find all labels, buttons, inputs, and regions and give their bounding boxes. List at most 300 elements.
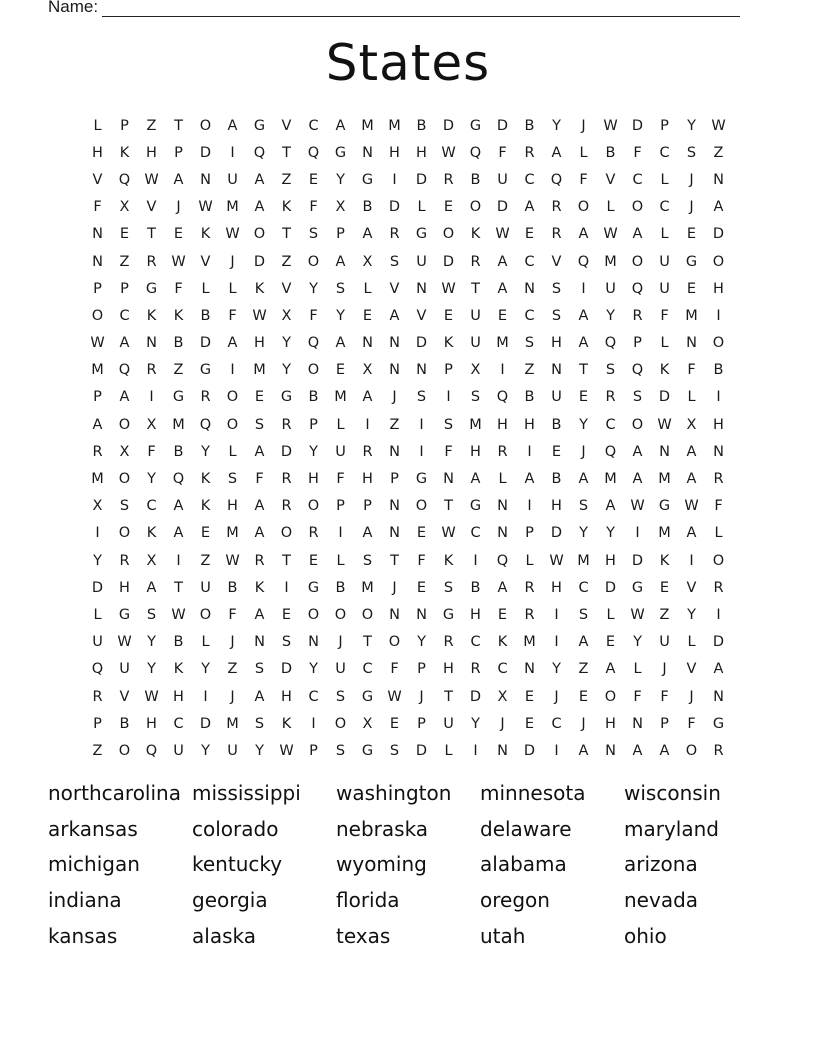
grid-letter: I bbox=[311, 715, 316, 732]
grid-letter: Y bbox=[552, 117, 561, 134]
grid-letter: L bbox=[660, 226, 669, 243]
grid-letter: A bbox=[713, 661, 724, 678]
grid-letter: X bbox=[686, 416, 697, 433]
grid-letter: J bbox=[392, 579, 397, 596]
grid-letter: Y bbox=[147, 634, 156, 651]
grid-letter: A bbox=[632, 471, 643, 488]
grid-letter: O bbox=[199, 117, 212, 134]
grid-letter: L bbox=[228, 443, 237, 460]
grid-letter: W bbox=[684, 498, 699, 515]
grid-letter: S bbox=[551, 307, 562, 324]
grid-letter: K bbox=[497, 634, 508, 651]
grid-letter: A bbox=[578, 226, 589, 243]
grid-letter: L bbox=[579, 144, 588, 161]
grid-letter: N bbox=[551, 362, 562, 379]
word-bank-item: wisconsin bbox=[624, 781, 721, 805]
grid-letter: N bbox=[389, 606, 400, 623]
grid-letter: Q bbox=[91, 661, 104, 678]
grid-letter: U bbox=[659, 253, 670, 270]
grid-row bbox=[84, 166, 732, 193]
grid-letter: N bbox=[146, 335, 157, 352]
grid-letter: T bbox=[147, 226, 156, 243]
grid-letter: K bbox=[119, 144, 130, 161]
grid-letter: N bbox=[524, 661, 535, 678]
grid-letter: A bbox=[578, 335, 589, 352]
grid-letter: I bbox=[446, 389, 451, 406]
grid-letter: F bbox=[714, 498, 723, 515]
grid-letter: P bbox=[93, 715, 102, 732]
grid-letter: O bbox=[388, 634, 401, 651]
grid-row bbox=[84, 683, 732, 710]
grid-letter: E bbox=[281, 606, 292, 623]
grid-letter: G bbox=[469, 498, 482, 515]
grid-letter: M bbox=[361, 579, 374, 596]
word-bank-item: maryland bbox=[624, 816, 719, 841]
grid-letter: N bbox=[254, 634, 265, 651]
grid-letter: M bbox=[226, 715, 239, 732]
grid-row bbox=[84, 139, 732, 166]
grid-letter: N bbox=[389, 525, 400, 542]
grid-letter: A bbox=[632, 742, 643, 759]
grid-letter: P bbox=[417, 661, 426, 678]
grid-letter: B bbox=[173, 335, 184, 352]
grid-letter: B bbox=[524, 389, 535, 406]
grid-letter: D bbox=[199, 144, 212, 161]
grid-letter: Z bbox=[281, 171, 292, 188]
grid-letter: Y bbox=[147, 661, 156, 678]
grid-letter: M bbox=[604, 471, 617, 488]
grid-letter: A bbox=[254, 688, 265, 705]
grid-letter: P bbox=[120, 117, 129, 134]
grid-letter: A bbox=[551, 144, 562, 161]
grid-letter: P bbox=[660, 117, 669, 134]
grid-letter: R bbox=[443, 171, 454, 188]
grid-letter: Q bbox=[199, 416, 212, 433]
grid-letter: W bbox=[171, 606, 186, 623]
grid-letter: U bbox=[605, 280, 616, 297]
word-bank-item: mississippi bbox=[192, 781, 301, 805]
grid-letter: S bbox=[254, 661, 265, 678]
grid-letter: Q bbox=[307, 335, 320, 352]
word-bank-item: arizona bbox=[624, 852, 698, 877]
grid-letter: L bbox=[606, 606, 615, 623]
grid-letter: U bbox=[470, 307, 481, 324]
grid-letter: E bbox=[686, 280, 697, 297]
grid-letter: W bbox=[225, 226, 240, 243]
grid-letter: A bbox=[335, 253, 346, 270]
grid-letter: A bbox=[362, 525, 373, 542]
grid-letter: Y bbox=[552, 661, 561, 678]
grid-letter: S bbox=[524, 335, 535, 352]
word-bank-item: michigan bbox=[48, 852, 140, 877]
grid-letter: D bbox=[442, 253, 455, 270]
grid-letter: H bbox=[146, 144, 157, 161]
name-field[interactable] bbox=[48, 0, 740, 17]
grid-letter: D bbox=[91, 579, 104, 596]
grid-letter: N bbox=[497, 525, 508, 542]
grid-letter: M bbox=[253, 362, 266, 379]
grid-letter: Q bbox=[118, 171, 131, 188]
grid-letter: F bbox=[390, 661, 399, 678]
grid-letter: W bbox=[441, 280, 456, 297]
grid-letter: S bbox=[335, 280, 346, 297]
grid-letter: C bbox=[308, 117, 319, 134]
grid-letter: Y bbox=[417, 634, 426, 651]
grid-letter: N bbox=[389, 498, 400, 515]
grid-letter: Y bbox=[687, 606, 696, 623]
grid-letter: S bbox=[443, 416, 454, 433]
grid-letter: A bbox=[686, 525, 697, 542]
grid-letter: Q bbox=[631, 362, 644, 379]
grid-letter: F bbox=[687, 715, 696, 732]
grid-letter: Z bbox=[281, 253, 292, 270]
word-bank-item: kansas bbox=[48, 923, 118, 948]
grid-row bbox=[84, 384, 732, 411]
grid-letter: B bbox=[551, 471, 562, 488]
grid-letter: R bbox=[551, 199, 562, 216]
grid-letter: P bbox=[309, 742, 318, 759]
grid-letter: V bbox=[119, 688, 130, 705]
grid-letter: A bbox=[524, 471, 535, 488]
grid-letter: X bbox=[497, 688, 508, 705]
grid-letter: L bbox=[417, 199, 426, 216]
grid-letter: G bbox=[118, 606, 131, 623]
grid-letter: Y bbox=[93, 552, 102, 569]
grid-letter: Q bbox=[550, 171, 563, 188]
grid-row bbox=[84, 357, 732, 384]
grid-letter: A bbox=[578, 742, 589, 759]
grid-letter: I bbox=[473, 742, 478, 759]
word-bank-item: washington bbox=[336, 781, 452, 805]
grid-letter: W bbox=[441, 525, 456, 542]
grid-letter: P bbox=[633, 335, 642, 352]
grid-letter: B bbox=[416, 117, 427, 134]
grid-letter: J bbox=[230, 253, 235, 270]
grid-letter: E bbox=[686, 226, 697, 243]
grid-letter: S bbox=[470, 389, 481, 406]
grid-letter: U bbox=[92, 634, 103, 651]
grid-row bbox=[84, 465, 732, 492]
grid-row bbox=[84, 112, 732, 139]
grid-letter: X bbox=[119, 199, 130, 216]
grid-letter: O bbox=[415, 498, 428, 515]
grid-letter: A bbox=[335, 335, 346, 352]
grid-letter: O bbox=[226, 389, 239, 406]
grid-row bbox=[84, 221, 732, 248]
grid-letter: Y bbox=[336, 307, 345, 324]
grid-letter: C bbox=[524, 253, 535, 270]
grid-letter: R bbox=[443, 634, 454, 651]
letter-grid bbox=[84, 112, 732, 765]
grid-letter: O bbox=[631, 253, 644, 270]
grid-letter: W bbox=[117, 634, 132, 651]
grid-letter: S bbox=[254, 416, 265, 433]
grid-letter: S bbox=[686, 144, 697, 161]
grid-letter: C bbox=[497, 661, 508, 678]
grid-letter: C bbox=[551, 715, 562, 732]
grid-row bbox=[84, 302, 732, 329]
grid-letter: G bbox=[361, 688, 374, 705]
grid-letter: A bbox=[632, 226, 643, 243]
word-bank-item: kentucky bbox=[192, 852, 283, 877]
grid-letter: C bbox=[632, 171, 643, 188]
grid-letter: P bbox=[336, 226, 345, 243]
grid-letter: Y bbox=[201, 661, 210, 678]
grid-row bbox=[84, 547, 732, 574]
word-bank-item: nevada bbox=[624, 888, 699, 913]
grid-letter: P bbox=[93, 280, 102, 297]
grid-letter: N bbox=[416, 606, 427, 623]
grid-letter: A bbox=[254, 498, 265, 515]
grid-letter: M bbox=[361, 117, 374, 134]
grid-letter: R bbox=[281, 471, 292, 488]
grid-letter: L bbox=[444, 742, 453, 759]
grid-letter: S bbox=[335, 688, 346, 705]
grid-letter: Z bbox=[227, 661, 238, 678]
grid-letter: E bbox=[659, 579, 670, 596]
grid-letter: R bbox=[146, 253, 157, 270]
grid-letter: J bbox=[392, 389, 397, 406]
grid-letter: D bbox=[658, 389, 671, 406]
grid-letter: U bbox=[470, 335, 481, 352]
grid-letter: W bbox=[603, 226, 618, 243]
grid-letter: W bbox=[252, 307, 267, 324]
grid-letter: H bbox=[389, 144, 400, 161]
grid-letter: L bbox=[633, 661, 642, 678]
grid-letter: A bbox=[254, 525, 265, 542]
grid-letter: I bbox=[635, 525, 640, 542]
grid-letter: V bbox=[605, 171, 616, 188]
grid-letter: H bbox=[470, 443, 481, 460]
grid-letter: C bbox=[524, 171, 535, 188]
grid-letter: R bbox=[308, 525, 319, 542]
grid-letter: P bbox=[93, 389, 102, 406]
grid-letter: K bbox=[659, 362, 670, 379]
grid-letter: I bbox=[554, 606, 559, 623]
grid-letter: S bbox=[146, 606, 157, 623]
grid-letter: Y bbox=[309, 443, 318, 460]
grid-row bbox=[84, 438, 732, 465]
grid-letter: O bbox=[118, 416, 131, 433]
grid-letter: A bbox=[632, 443, 643, 460]
grid-letter: A bbox=[119, 335, 130, 352]
word-bank-item: oregon bbox=[480, 888, 550, 913]
grid-letter: U bbox=[659, 280, 670, 297]
grid-letter: R bbox=[632, 307, 643, 324]
grid-letter: N bbox=[362, 335, 373, 352]
grid-letter: H bbox=[497, 416, 508, 433]
grid-letter: J bbox=[419, 688, 424, 705]
grid-letter: Z bbox=[524, 362, 535, 379]
grid-letter: H bbox=[146, 715, 157, 732]
grid-letter: R bbox=[470, 661, 481, 678]
grid-letter: B bbox=[362, 199, 373, 216]
grid-letter: D bbox=[199, 335, 212, 352]
grid-letter: C bbox=[659, 199, 670, 216]
grid-letter: E bbox=[524, 226, 535, 243]
grid-letter: F bbox=[687, 362, 696, 379]
grid-letter: E bbox=[605, 634, 616, 651]
grid-letter: R bbox=[92, 688, 103, 705]
grid-letter: O bbox=[118, 525, 131, 542]
grid-letter: R bbox=[713, 471, 724, 488]
grid-letter: N bbox=[416, 280, 427, 297]
grid-letter: U bbox=[335, 443, 346, 460]
grid-letter: A bbox=[713, 199, 724, 216]
grid-letter: X bbox=[146, 416, 157, 433]
grid-letter: B bbox=[200, 307, 211, 324]
grid-letter: I bbox=[419, 443, 424, 460]
grid-letter: I bbox=[149, 389, 154, 406]
grid-letter: N bbox=[92, 253, 103, 270]
grid-letter: W bbox=[630, 498, 645, 515]
grid-letter: P bbox=[660, 715, 669, 732]
grid-letter: U bbox=[227, 171, 238, 188]
grid-letter: B bbox=[335, 579, 346, 596]
grid-letter: V bbox=[551, 253, 562, 270]
grid-letter: C bbox=[605, 416, 616, 433]
grid-letter: D bbox=[604, 579, 617, 596]
grid-letter: O bbox=[577, 199, 590, 216]
grid-letter: U bbox=[551, 389, 562, 406]
grid-letter: O bbox=[712, 253, 725, 270]
grid-row bbox=[84, 601, 732, 628]
grid-letter: M bbox=[523, 634, 536, 651]
grid-letter: N bbox=[524, 280, 535, 297]
grid-letter: R bbox=[470, 253, 481, 270]
grid-letter: D bbox=[415, 335, 428, 352]
grid-letter: J bbox=[581, 117, 586, 134]
grid-letter: N bbox=[389, 443, 400, 460]
grid-letter: O bbox=[469, 199, 482, 216]
grid-letter: F bbox=[228, 606, 237, 623]
grid-letter: W bbox=[657, 416, 672, 433]
grid-letter: Y bbox=[471, 715, 480, 732]
grid-letter: A bbox=[497, 280, 508, 297]
name-underline[interactable] bbox=[102, 0, 740, 17]
grid-letter: O bbox=[361, 606, 374, 623]
grid-letter: V bbox=[416, 307, 427, 324]
grid-row bbox=[84, 194, 732, 221]
grid-letter: W bbox=[90, 335, 105, 352]
word-bank-item: texas bbox=[336, 923, 391, 948]
grid-letter: J bbox=[338, 634, 343, 651]
word-bank-item: utah bbox=[480, 923, 526, 948]
grid-row bbox=[84, 737, 732, 764]
grid-letter: L bbox=[660, 171, 669, 188]
grid-letter: L bbox=[687, 634, 696, 651]
grid-letter: O bbox=[604, 688, 617, 705]
grid-letter: K bbox=[443, 552, 454, 569]
grid-letter: D bbox=[199, 715, 212, 732]
grid-letter: I bbox=[554, 742, 559, 759]
grid-letter: H bbox=[551, 579, 562, 596]
grid-letter: E bbox=[443, 199, 454, 216]
grid-letter: P bbox=[390, 471, 399, 488]
grid-letter: I bbox=[527, 443, 532, 460]
grid-letter: N bbox=[308, 634, 319, 651]
grid-letter: O bbox=[199, 606, 212, 623]
grid-letter: L bbox=[687, 389, 696, 406]
grid-letter: S bbox=[578, 498, 589, 515]
grid-letter: R bbox=[524, 144, 535, 161]
grid-letter: J bbox=[581, 715, 586, 732]
grid-letter: E bbox=[119, 226, 130, 243]
grid-letter: I bbox=[365, 416, 370, 433]
grid-letter: Y bbox=[633, 634, 642, 651]
grid-letter: L bbox=[201, 280, 210, 297]
grid-letter: J bbox=[689, 688, 694, 705]
grid-letter: N bbox=[389, 335, 400, 352]
grid-letter: M bbox=[469, 416, 482, 433]
grid-letter: S bbox=[551, 280, 562, 297]
grid-letter: F bbox=[417, 552, 426, 569]
grid-letter: L bbox=[201, 634, 210, 651]
grid-letter: H bbox=[605, 552, 616, 569]
grid-letter: A bbox=[470, 471, 481, 488]
grid-letter: J bbox=[581, 443, 586, 460]
grid-letter: S bbox=[389, 253, 400, 270]
grid-letter: O bbox=[307, 498, 320, 515]
grid-letter: G bbox=[469, 117, 482, 134]
grid-letter: E bbox=[416, 525, 427, 542]
grid-row bbox=[84, 411, 732, 438]
grid-letter: J bbox=[500, 715, 505, 732]
grid-letter: I bbox=[230, 362, 235, 379]
grid-letter: F bbox=[660, 307, 669, 324]
grid-letter: C bbox=[146, 498, 157, 515]
grid-letter: F bbox=[309, 307, 318, 324]
grid-letter: X bbox=[470, 362, 481, 379]
grid-letter: R bbox=[362, 443, 373, 460]
grid-letter: M bbox=[604, 253, 617, 270]
word-bank-item: florida bbox=[336, 888, 400, 913]
grid-letter: N bbox=[713, 443, 724, 460]
grid-letter: W bbox=[279, 742, 294, 759]
grid-letter: V bbox=[686, 661, 697, 678]
grid-letter: Z bbox=[659, 606, 670, 623]
grid-letter: F bbox=[228, 307, 237, 324]
grid-letter: A bbox=[227, 117, 238, 134]
word-bank-item: wyoming bbox=[336, 852, 427, 877]
page-title: States bbox=[325, 34, 491, 92]
grid-letter: O bbox=[307, 606, 320, 623]
grid-letter: Q bbox=[496, 389, 509, 406]
grid-letter: C bbox=[173, 715, 184, 732]
grid-letter: Y bbox=[147, 471, 156, 488]
grid-letter: G bbox=[631, 579, 644, 596]
grid-letter: S bbox=[632, 389, 643, 406]
grid-letter: T bbox=[282, 144, 291, 161]
grid-letter: B bbox=[227, 579, 238, 596]
grid-letter: D bbox=[631, 117, 644, 134]
grid-letter: B bbox=[605, 144, 616, 161]
grid-letter: Y bbox=[282, 362, 291, 379]
grid-letter: B bbox=[551, 416, 562, 433]
grid-letter: N bbox=[443, 471, 454, 488]
grid-letter: N bbox=[416, 362, 427, 379]
grid-row bbox=[84, 330, 732, 357]
word-bank-item: minnesota bbox=[480, 781, 586, 805]
grid-letter: D bbox=[469, 688, 482, 705]
grid-letter: U bbox=[497, 171, 508, 188]
grid-letter: K bbox=[200, 498, 211, 515]
grid-letter: R bbox=[281, 416, 292, 433]
grid-letter: A bbox=[389, 307, 400, 324]
grid-letter: P bbox=[417, 715, 426, 732]
grid-letter: D bbox=[442, 117, 455, 134]
grid-letter: J bbox=[689, 199, 694, 216]
